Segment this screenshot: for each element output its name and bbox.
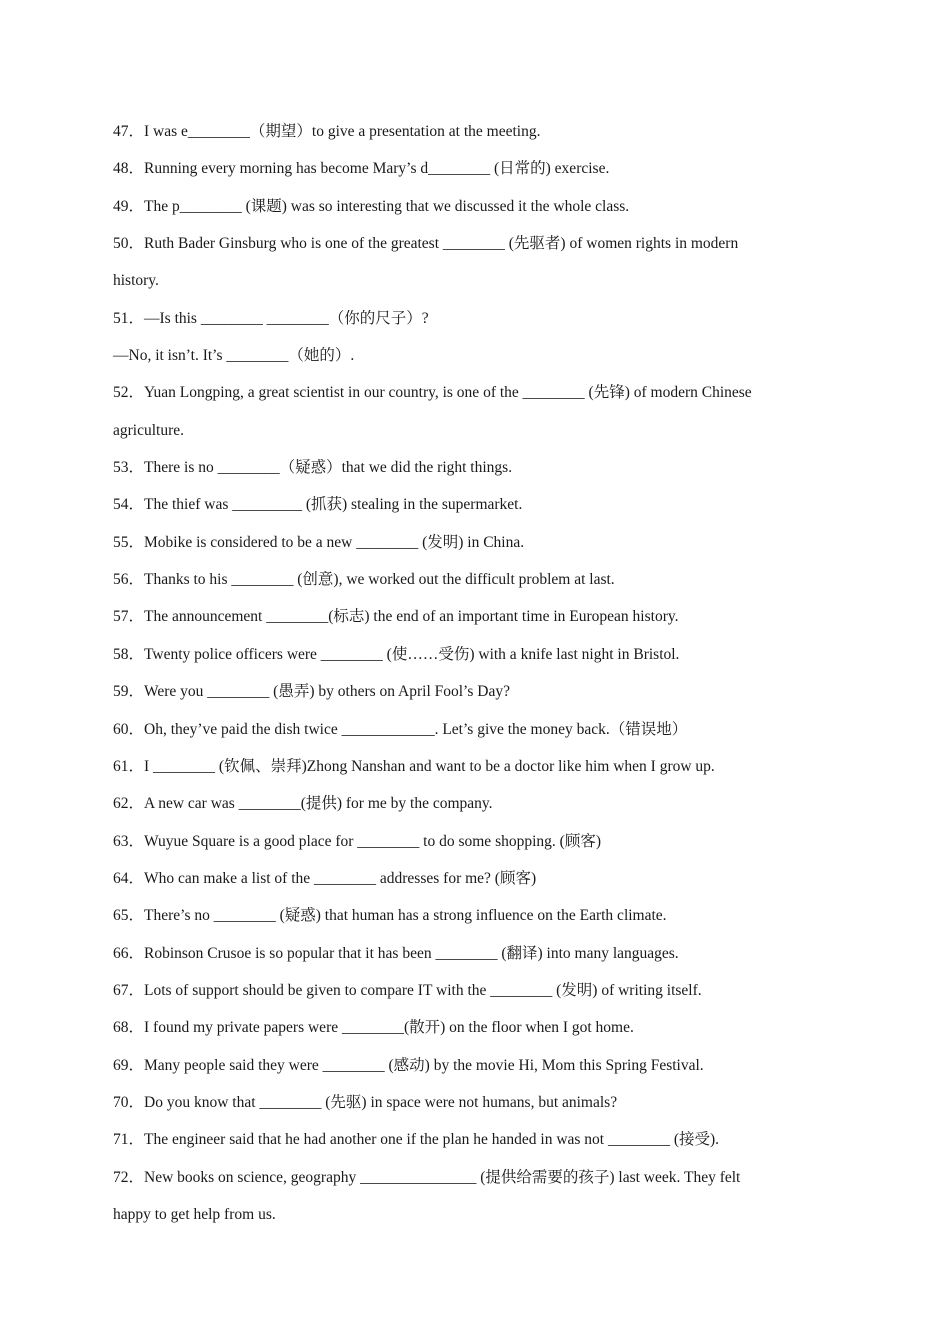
question-57: 57．The announcement ________(标志) the end of an important time in European history. [113, 608, 679, 626]
question-50-continued: history. [113, 272, 159, 290]
question-72: 72．New books on science, geography _______________ (提供给需要的孩子) last week. They felt [113, 1168, 741, 1186]
question-63: 63．Wuyue Square is a good place for ________ to do some shopping. (顾客) [113, 832, 601, 850]
question-69: 69．Many people said they were ________ (感动) by the movie Hi, Mom this Spring Festival. [113, 1056, 704, 1074]
question-list [113, 117, 833, 1237]
question-67: 67．Lots of support should be given to compare IT with the ________ (发明) of writing itself. [113, 981, 702, 999]
question-62: 62．A new car was ________(提供) for me by the company. [113, 795, 493, 813]
question-51-reply: —No, it isn’t. It’s ________（她的）. [113, 347, 355, 365]
question-64: 64．Who can make a list of the ________ addresses for me? (顾客) [113, 869, 537, 887]
question-71: 71．The engineer said that he had another one if the plan he handed in was not ________ (接受). [113, 1131, 720, 1149]
question-56: 56．Thanks to his ________ (创意), we worked out the difficult problem at last. [113, 571, 615, 589]
question-68: 68．I found my private papers were ________(散开) on the floor when I got home. [113, 1019, 634, 1037]
question-70: 70．Do you know that ________ (先驱) in space were not humans, but animals? [113, 1093, 618, 1111]
question-52: 52．Yuan Longping, a great scientist in our country, is one of the ________ (先锋) of modern Chinese [113, 384, 752, 402]
question-47: 47．I was e________（期望）to give a presentation at the meeting. [113, 123, 541, 140]
question-72-continued: happy to get help from us. [113, 1205, 276, 1223]
question-65: 65．There’s no ________ (疑惑) that human has a strong influence on the Earth climate. [113, 907, 667, 925]
question-53: 53．There is no ________（疑惑）that we did the right things. [113, 459, 513, 477]
question-66: 66．Robinson Crusoe is so popular that it has been ________ (翻译) into many languages. [113, 944, 679, 962]
question-60: 60．Oh, they’ve paid the dish twice ____________. Let’s give the money back.（错误地） [113, 720, 688, 738]
question-48: 48．Running every morning has become Mary’s d________ (日常的) exercise. [113, 160, 610, 178]
question-51: 51．—Is this ________ ________（你的尺子）? [113, 309, 429, 327]
question-59: 59．Were you ________ (愚弄) by others on April Fool’s Day? [113, 683, 510, 701]
question-54: 54．The thief was _________ (抓获) stealing in the supermarket. [113, 496, 523, 514]
question-58: 58．Twenty police officers were ________ (使……受伤) with a knife last night in Bristol. [113, 645, 680, 663]
question-55: 55．Mobike is considered to be a new ________ (发明) in China. [113, 533, 525, 551]
question-52-continued: agriculture. [113, 421, 185, 439]
question-49: 49．The p________ (课题) was so interesting that we discussed it the whole class. [113, 197, 630, 215]
question-50: 50．Ruth Bader Ginsburg who is one of the greatest ________ (先驱者) of women rights in modern [113, 235, 739, 253]
question-61: 61．I ________ (钦佩、崇拜)Zhong Nanshan and want to be a doctor like him when I grow up. [113, 757, 715, 775]
